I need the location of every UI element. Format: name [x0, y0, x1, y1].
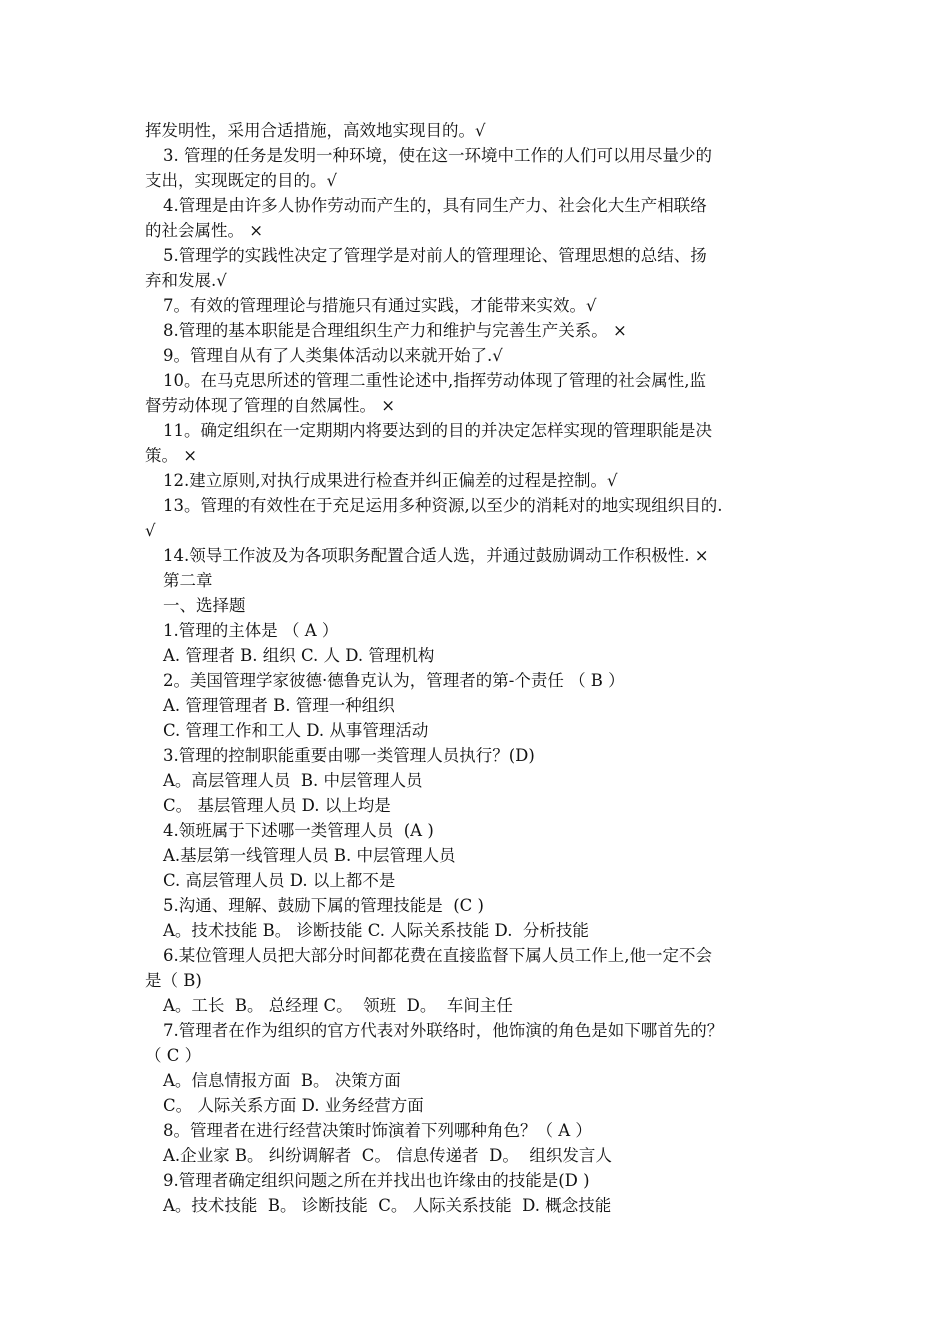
- document-page: [145, 118, 815, 1218]
- text-line: 12.建立原则,对执行成果进行检查并纠正偏差的过程是控制。√: [163, 471, 618, 490]
- text-line: √: [145, 521, 156, 540]
- text-line: C。 基层管理人员 D. 以上均是: [163, 796, 391, 815]
- text-line: 2。美国管理学家彼德·德鲁克认为，管理者的第-个责任 （ B ）: [163, 671, 625, 690]
- text-line: 第二章: [163, 571, 213, 590]
- text-line: 策。 ×: [145, 446, 198, 465]
- text-line: 8.管理的基本职能是合理组织生产力和维护与完善生产关系。 ×: [163, 321, 627, 340]
- text-line: A。信息情报方面 B。 决策方面: [163, 1071, 401, 1090]
- text-line: 6.某位管理人员把大部分时间都花费在直接监督下属人员工作上,他一定不会: [163, 946, 712, 965]
- text-line: A. 管理者 B. 组织 C. 人 D. 管理机构: [163, 646, 435, 665]
- text-line: A。技术技能 B。 诊断技能 C. 人际关系技能 D. 分析技能: [163, 921, 589, 940]
- text-line: 弃和发展.√: [145, 271, 227, 290]
- text-line: 4.管理是由许多人协作劳动而产生的，具有同生产力、社会化大生产相联络: [163, 196, 707, 215]
- text-line: 9。管理自从有了人类集体活动以来就开始了.√: [163, 346, 503, 365]
- text-line: 7。有效的管理理论与措施只有通过实践，才能带来实效。√: [163, 296, 597, 315]
- text-line: 11。确定组织在一定期期内将要达到的目的并决定怎样实现的管理职能是决: [163, 421, 712, 440]
- text-line: C. 管理工作和工人 D. 从事管理活动: [163, 721, 429, 740]
- text-line: 9.管理者确定组织问题之所在并找出也许缘由的技能是(D ): [163, 1171, 590, 1190]
- text-line: （ C ）: [145, 1046, 202, 1065]
- text-line: 的社会属性。 ×: [145, 221, 264, 240]
- text-line: 3.管理的控制职能重要由哪一类管理人员执行？(D): [163, 746, 535, 765]
- text-line: 8。管理者在进行经营决策时饰演着下列哪种角色？（ A ）: [163, 1121, 592, 1140]
- text-line: A.企业家 B。 纠纷调解者 C。 信息传递者 D。 组织发言人: [163, 1146, 612, 1165]
- text-line: A。高层管理人员 B. 中层管理人员: [163, 771, 423, 790]
- text-line: 7.管理者在作为组织的官方代表对外联络时，他饰演的角色是如下哪首先的？: [163, 1021, 724, 1040]
- text-line: 一、选择题: [163, 596, 246, 615]
- text-line: C。 人际关系方面 D. 业务经营方面: [163, 1096, 424, 1115]
- text-line: 是（ B): [145, 971, 202, 990]
- text-line: A。技术技能 B。 诊断技能 C。 人际关系技能 D. 概念技能: [163, 1196, 612, 1215]
- text-line: 13。管理的有效性在于充足运用多种资源,以至少的消耗对的地实现组织目的.: [163, 496, 723, 515]
- text-line: 14.领导工作波及为各项职务配置合适人选，并通过鼓励调动工作积极性. ×: [163, 546, 709, 565]
- text-line: 1.管理的主体是 （ A ）: [163, 621, 339, 640]
- text-line: 3. 管理的任务是发明一种环境，使在这一环境中工作的人们可以用尽量少的: [163, 146, 712, 165]
- text-line: 5.沟通、理解、鼓励下属的管理技能是 (C ): [163, 896, 484, 915]
- text-line: A。工长 B。 总经理 C。 领班 D。 车间主任: [163, 996, 513, 1015]
- text-line: 挥发明性，采用合适措施，高效地实现目的。√: [145, 121, 486, 140]
- text-line: A.基层第一线管理人员 B. 中层管理人员: [163, 846, 456, 865]
- text-line: 督劳动体现了管理的自然属性。 ×: [145, 396, 396, 415]
- text-line: 支出，实现既定的目的。√: [145, 171, 338, 190]
- text-line: 10。在马克思所述的管理二重性论述中,指挥劳动体现了管理的社会属性,监: [163, 371, 706, 390]
- text-line: C. 高层管理人员 D. 以上都不是: [163, 871, 396, 890]
- text-line: 4.领班属于下述哪一类管理人员 (A ): [163, 821, 434, 840]
- text-line: 5.管理学的实践性决定了管理学是对前人的管理理论、管理思想的总结、扬: [163, 246, 707, 265]
- text-line: A. 管理管理者 B. 管理一种组织: [163, 696, 395, 715]
